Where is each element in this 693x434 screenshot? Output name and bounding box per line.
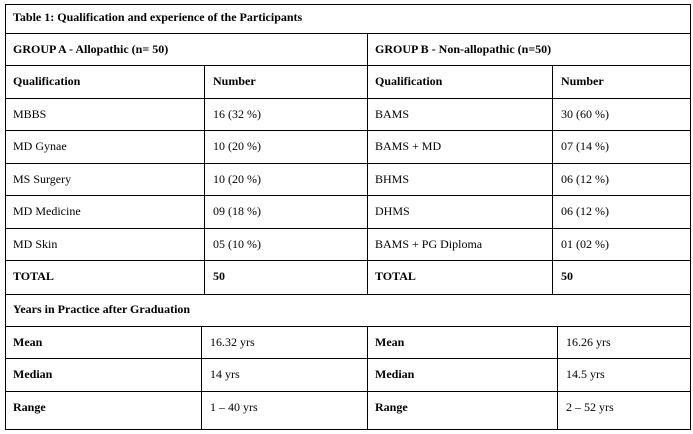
a-qualification: MD Skin — [13, 237, 58, 251]
rule — [5, 326, 691, 327]
a-number: 09 (18 %) — [213, 204, 261, 218]
b-qualification: DHMS — [375, 204, 410, 218]
col-header-qualification-a: Qualification — [13, 74, 81, 88]
rule — [5, 65, 691, 66]
a-number: 10 (20 %) — [213, 172, 261, 186]
col-header-number-a: Number — [213, 74, 256, 88]
b-qualification: BAMS + PG Diploma — [375, 237, 483, 251]
rule — [201, 326, 202, 430]
rule — [5, 33, 691, 34]
stat-value-b: 2 – 52 yrs — [566, 400, 614, 414]
participants-table — [5, 4, 691, 430]
b-number: 07 (14 %) — [561, 139, 609, 153]
rule — [5, 195, 691, 196]
a-number: 16 (32 %) — [213, 107, 261, 121]
stat-label-a: Mean — [13, 335, 43, 349]
rule — [5, 130, 691, 131]
rule — [557, 326, 558, 430]
col-header-number-b: Number — [561, 74, 604, 88]
stat-label-a: Range — [13, 400, 46, 414]
stat-label-b: Median — [375, 367, 415, 381]
group-b-header: GROUP B - Non-allopathic (n=50) — [375, 42, 552, 56]
total-label-b: TOTAL — [375, 269, 416, 283]
rule — [367, 326, 368, 430]
b-qualification: BAMS + MD — [375, 139, 442, 153]
years-heading: Years in Practice after Graduation — [13, 302, 191, 316]
b-number: 30 (60 %) — [561, 107, 609, 121]
a-number: 05 (10 %) — [213, 237, 261, 251]
stat-label-b: Mean — [375, 335, 405, 349]
stat-value-a: 16.32 yrs — [210, 335, 255, 349]
b-number: 06 (12 %) — [561, 204, 609, 218]
stat-value-b: 14.5 yrs — [566, 367, 605, 381]
b-qualification: BAMS — [375, 107, 410, 121]
rule — [204, 65, 205, 295]
a-qualification: MS Surgery — [13, 172, 72, 186]
rule — [552, 65, 553, 295]
a-qualification: MBBS — [13, 107, 47, 121]
total-label-a: TOTAL — [13, 269, 54, 283]
rule — [5, 429, 691, 430]
stat-label-a: Median — [13, 367, 53, 381]
rule — [367, 33, 368, 295]
col-header-qualification-b: Qualification — [375, 74, 443, 88]
stat-label-b: Range — [375, 400, 408, 414]
rule — [5, 98, 691, 99]
rule — [5, 4, 691, 5]
rule — [5, 228, 691, 229]
rule — [5, 163, 691, 164]
group-a-header: GROUP A - Allopathic (n= 50) — [13, 42, 169, 56]
a-number: 10 (20 %) — [213, 139, 261, 153]
stat-value-a: 14 yrs — [210, 367, 240, 381]
rule — [5, 294, 691, 295]
a-qualification: MD Gynae — [13, 139, 67, 153]
b-qualification: BHMS — [375, 172, 410, 186]
total-value-a: 50 — [213, 269, 225, 283]
rule — [5, 260, 691, 261]
stat-value-a: 1 – 40 yrs — [210, 400, 258, 414]
total-value-b: 50 — [561, 269, 573, 283]
b-number: 01 (02 %) — [561, 237, 609, 251]
rule — [5, 358, 691, 359]
rule — [5, 4, 6, 430]
rule — [5, 391, 691, 392]
rule — [690, 4, 691, 430]
a-qualification: MD Medicine — [13, 204, 81, 218]
table-title: Table 1: Qualification and experience of the Participants — [13, 10, 303, 24]
b-number: 06 (12 %) — [561, 172, 609, 186]
stat-value-b: 16.26 yrs — [566, 335, 611, 349]
